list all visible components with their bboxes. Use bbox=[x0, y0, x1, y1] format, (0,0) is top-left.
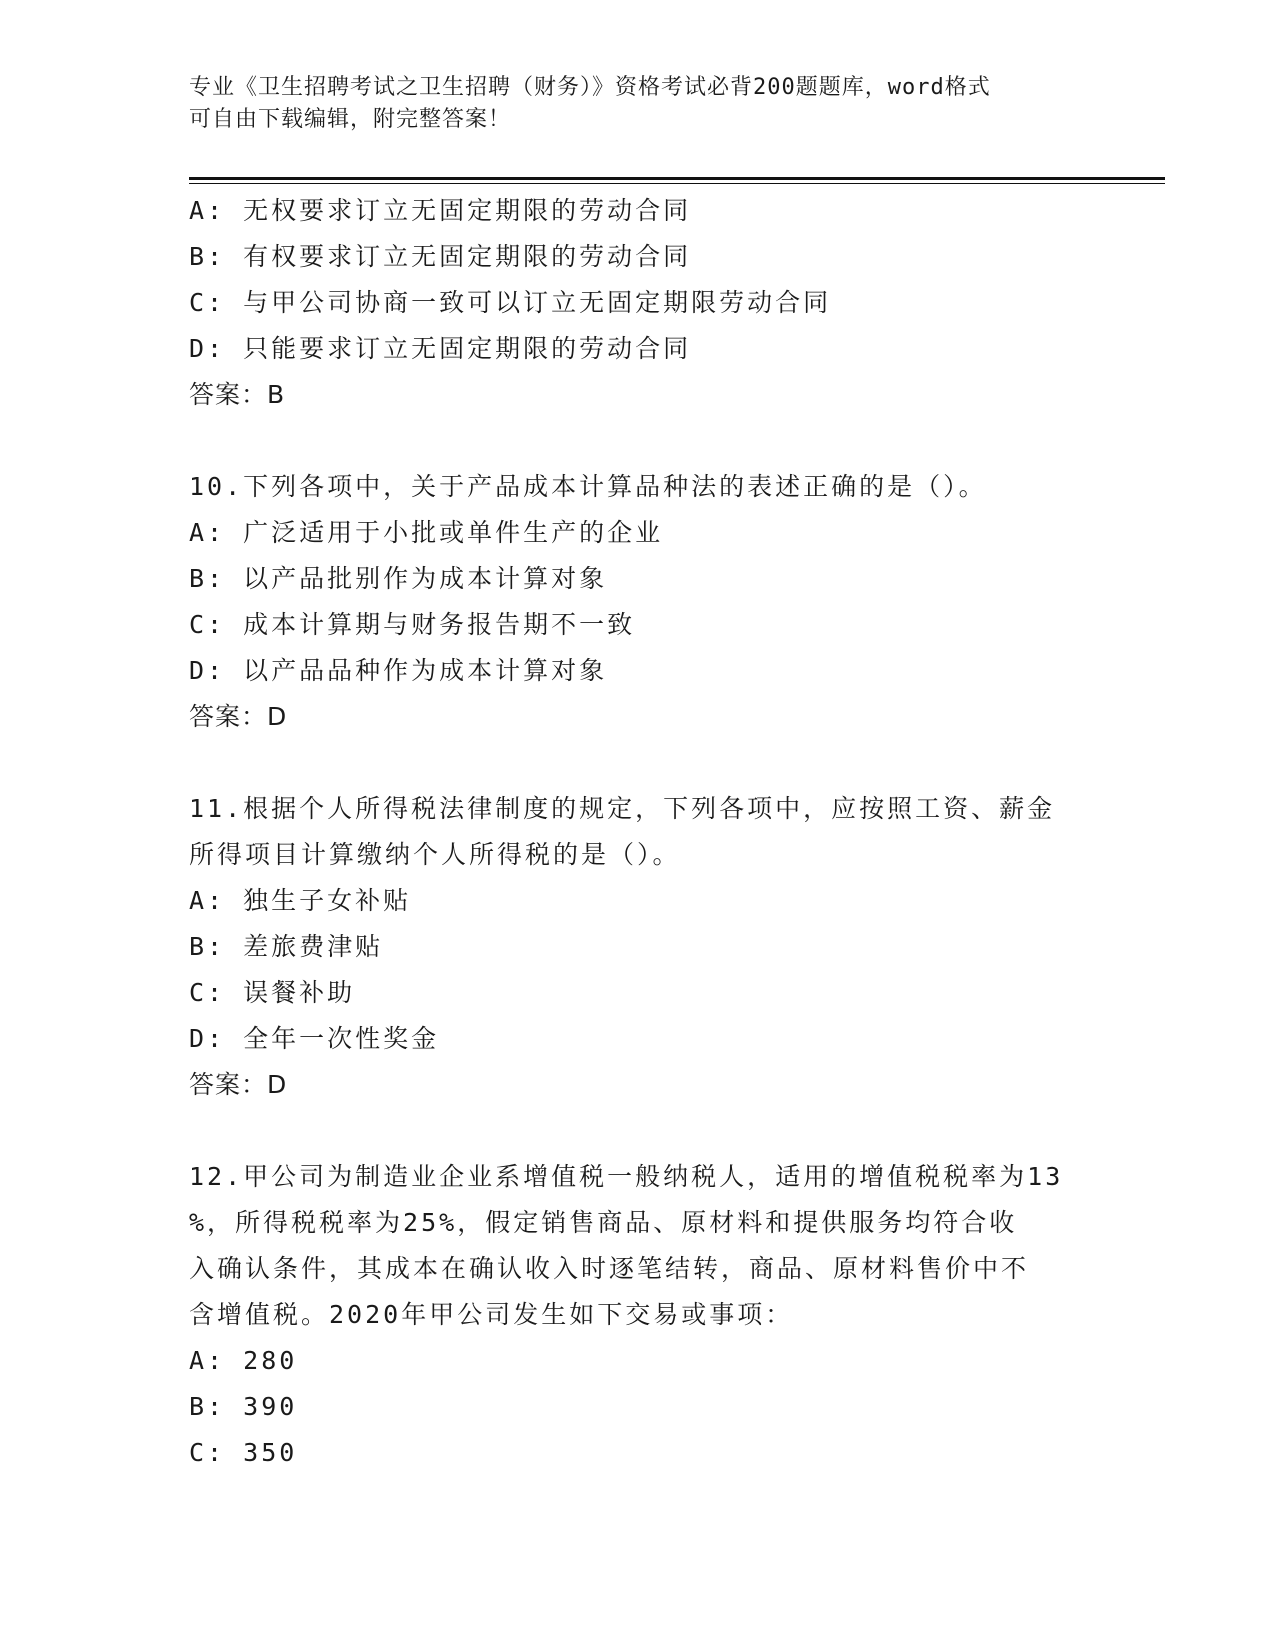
question-stem: 11.根据个人所得税法律制度的规定，下列各项中，应按照工资、薪金 bbox=[189, 794, 1056, 823]
question-stem: 12.甲公司为制造业企业系增值税一般纳税人，适用的增值税税率为13 bbox=[189, 1162, 1064, 1191]
header-line-2: 可自由下载编辑，附完整答案！ bbox=[189, 107, 512, 132]
answer-line: 答案：D bbox=[189, 1070, 288, 1099]
option-a bbox=[189, 1338, 1089, 1384]
question-stem: 10.下列各项中，关于产品成本计算品种法的表述正确的是（）。 bbox=[189, 472, 987, 501]
question-stem: %，所得税税率为25%，假定销售商品、原材料和提供服务均符合收 bbox=[189, 1208, 1018, 1237]
option-b bbox=[189, 234, 1089, 280]
option-letter: A: bbox=[189, 196, 226, 225]
answer-line: 答案：D bbox=[189, 702, 288, 731]
option-d bbox=[189, 648, 1089, 694]
option-a bbox=[189, 510, 1089, 556]
question-list bbox=[189, 188, 1089, 1476]
option-text: 误餐补助 bbox=[243, 978, 356, 1007]
question-10-block bbox=[189, 464, 1089, 740]
option-b bbox=[189, 1384, 1089, 1430]
option-text: 280 bbox=[243, 1346, 298, 1375]
question-stem: 所得项目计算缴纳个人所得税的是（）。 bbox=[189, 840, 681, 869]
spacer bbox=[189, 1108, 1089, 1154]
option-letter: A: bbox=[189, 1346, 226, 1375]
spacer bbox=[189, 740, 1089, 786]
option-letter: A: bbox=[189, 886, 226, 915]
option-c bbox=[189, 970, 1089, 1016]
option-text: 有权要求订立无固定期限的劳动合同 bbox=[243, 242, 692, 271]
option-letter: B: bbox=[189, 242, 226, 271]
option-c bbox=[189, 602, 1089, 648]
option-letter: B: bbox=[189, 1392, 226, 1421]
option-letter: D: bbox=[189, 656, 226, 685]
option-text: 以产品批别作为成本计算对象 bbox=[243, 564, 608, 593]
option-d bbox=[189, 326, 1089, 372]
spacer bbox=[189, 418, 1089, 464]
option-a bbox=[189, 878, 1089, 924]
option-text: 差旅费津贴 bbox=[243, 932, 384, 961]
option-text: 以产品品种作为成本计算对象 bbox=[243, 656, 608, 685]
option-text: 390 bbox=[243, 1392, 298, 1421]
option-text: 只能要求订立无固定期限的劳动合同 bbox=[243, 334, 692, 363]
option-letter: C: bbox=[189, 1438, 226, 1467]
option-letter: B: bbox=[189, 564, 226, 593]
option-b bbox=[189, 556, 1089, 602]
option-letter: C: bbox=[189, 978, 226, 1007]
option-letter: C: bbox=[189, 610, 226, 639]
question-12-block bbox=[189, 1154, 1089, 1476]
option-c bbox=[189, 280, 1089, 326]
option-letter: B: bbox=[189, 932, 226, 961]
option-text: 全年一次性奖金 bbox=[243, 1024, 440, 1053]
header-divider-thin bbox=[189, 183, 1165, 184]
option-text: 无权要求订立无固定期限的劳动合同 bbox=[243, 196, 692, 225]
option-d bbox=[189, 1016, 1089, 1062]
option-letter: D: bbox=[189, 1024, 226, 1053]
answer-line: 答案：B bbox=[189, 380, 286, 409]
document-header bbox=[189, 72, 1089, 136]
option-letter: C: bbox=[189, 288, 226, 317]
question-9-block bbox=[189, 188, 1089, 418]
option-a bbox=[189, 188, 1089, 234]
option-letter: A: bbox=[189, 518, 226, 547]
option-text: 成本计算期与财务报告期不一致 bbox=[243, 610, 636, 639]
option-b bbox=[189, 924, 1089, 970]
question-stem: 含增值税。2020年甲公司发生如下交易或事项： bbox=[189, 1300, 794, 1329]
header-line-1: 专业《卫生招聘考试之卫生招聘（财务）》资格考试必背200题题库，word格式 bbox=[189, 75, 991, 100]
option-text: 独生子女补贴 bbox=[243, 886, 412, 915]
question-stem: 入确认条件，其成本在确认收入时逐笔结转，商品、原材料售价中不 bbox=[189, 1254, 1030, 1283]
option-text: 与甲公司协商一致可以订立无固定期限劳动合同 bbox=[243, 288, 832, 317]
option-letter: D: bbox=[189, 334, 226, 363]
option-text: 广泛适用于小批或单件生产的企业 bbox=[243, 518, 664, 547]
option-c bbox=[189, 1430, 1089, 1476]
header-divider-thick bbox=[189, 177, 1165, 180]
question-11-block bbox=[189, 786, 1089, 1108]
option-text: 350 bbox=[243, 1438, 298, 1467]
